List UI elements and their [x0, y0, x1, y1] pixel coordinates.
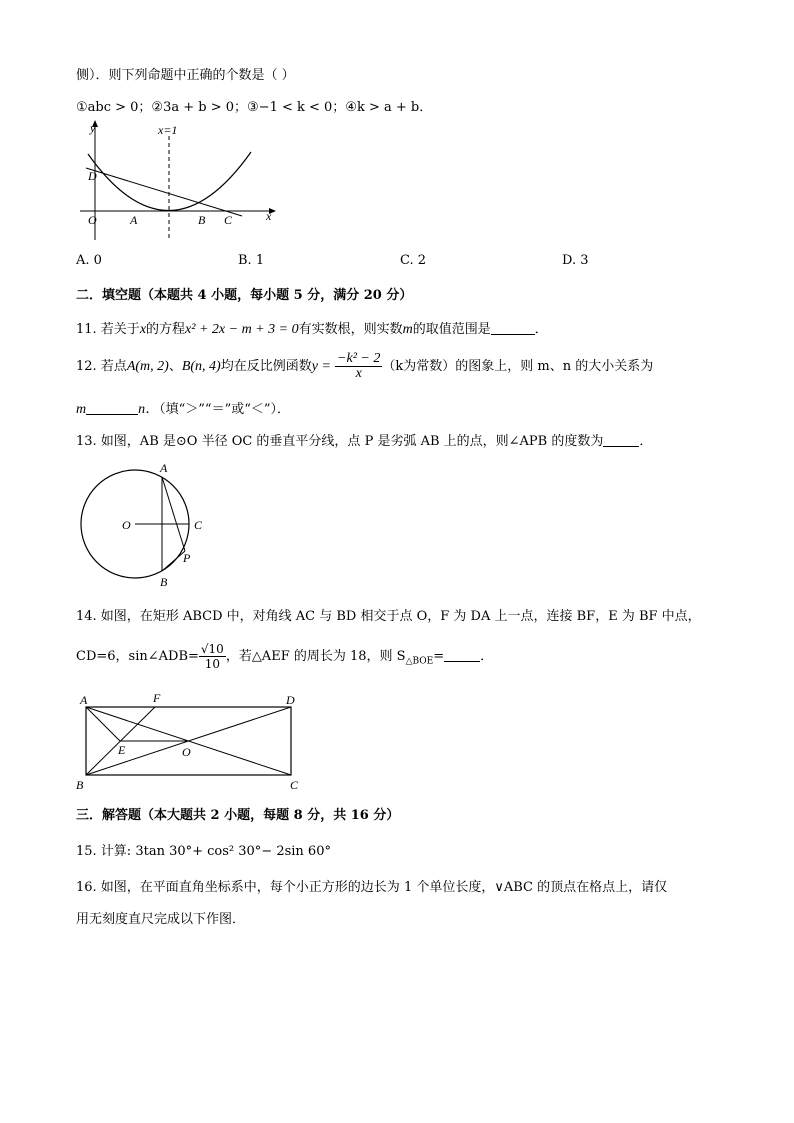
axis-y-label: y [90, 121, 96, 135]
q14-point-d: D [286, 693, 295, 707]
q14-line2: CD=6，sin∠ADB= $\frac{√10}{10}$ ，若△AEF 的周长为 18，则 $S_{\triangle BOE}=$ ． [76, 642, 494, 671]
q10-stem-line1: 侧）．则下列命题中正确的个数是（ ） [76, 68, 295, 83]
section3-heading: 三．解答题（本大题共 2 小题，每题 8 分，共 16 分） [76, 808, 400, 823]
q11-line: 11. 若关于x的方程x² + 2x − m + 3 = 0有实数根，则实数m的取值范围是 ． [76, 322, 548, 337]
q10-statements: ①abc > 0；②3a + b > 0；③−1 < k < 0；④k > a + b． [76, 100, 433, 115]
q13-answer-blank [603, 446, 639, 447]
q12-fraction: $\frac{\text{−k² − 2}}{x}$ [337, 351, 381, 381]
q14-answer-blank [444, 661, 480, 662]
axis-x-label: x [266, 209, 272, 223]
section2-heading: 二．填空题（本题共 4 小题，每小题 5 分，满分 20 分） [76, 288, 413, 303]
q10-choice-b: B. 1 [238, 253, 265, 268]
q14-fraction: $\frac{√10}{10}$ [200, 642, 224, 671]
point-d-label: D [88, 169, 97, 183]
q10-parabola-figure [76, 118, 286, 243]
x1-label: x=1 [158, 123, 178, 137]
q14-point-c: C [290, 778, 299, 792]
q11-answer-blank [491, 334, 535, 335]
q14-point-o: O [182, 745, 191, 759]
q16-line2: 用无刻度直尺完成以下作图． [76, 912, 246, 927]
q14-point-f: F [153, 691, 161, 705]
q13-point-a: A [160, 461, 168, 475]
q14-rectangle-figure [76, 690, 306, 794]
point-b-label: B [198, 213, 206, 227]
q13-point-c: C [194, 518, 203, 532]
q14-point-b: B [76, 778, 84, 792]
q13-point-p: P [183, 551, 191, 565]
q14-point-a: A [80, 693, 88, 707]
q12-answer-blank [86, 414, 138, 415]
q14-line1: 14. 如图，在矩形 ABCD 中，对角线 AC 与 BD 相交于点 O，F 为 DA 上一点，连接 BF，E 为 BF 中点， [76, 609, 701, 624]
q10-choice-d: D. 3 [562, 253, 589, 268]
q10-choice-c: C. 2 [400, 253, 427, 268]
point-a-label: A [130, 213, 138, 227]
q12-line1: 12. 若点A(m, 2)、B(n, 4)均在反比例函数y = $\frac{\text{−k² − 2}}{x}$ （k为常数）的图象上，则 m、n 的大小关系为 [76, 351, 654, 381]
q10-choice-a: A. 0 [76, 253, 102, 268]
q14-point-e: E [118, 743, 126, 757]
q13-circle-figure [76, 458, 216, 590]
q13-point-o: O [122, 518, 131, 532]
origin-label: O [88, 213, 97, 227]
q15-line: 15. 计算: 3tan 30°+ cos² 30°− 2sin 60° [76, 844, 331, 859]
q16-line1: 16. 如图，在平面直角坐标系中，每个小正方形的边长为 1 个单位长度，∨ABC 的顶点在格点上，请仅 [76, 880, 668, 895]
point-c-label: C [224, 213, 233, 227]
q13-point-b: B [160, 575, 168, 589]
q13-line: 13. 如图，AB 是⊙O 半径 OC 的垂直平分线，点 P 是劣弧 AB 上的点，则∠APB 的度数为 ． [76, 434, 653, 449]
q12-line2: m n．（填“＞”“＝”或“＜”）． [76, 402, 291, 417]
